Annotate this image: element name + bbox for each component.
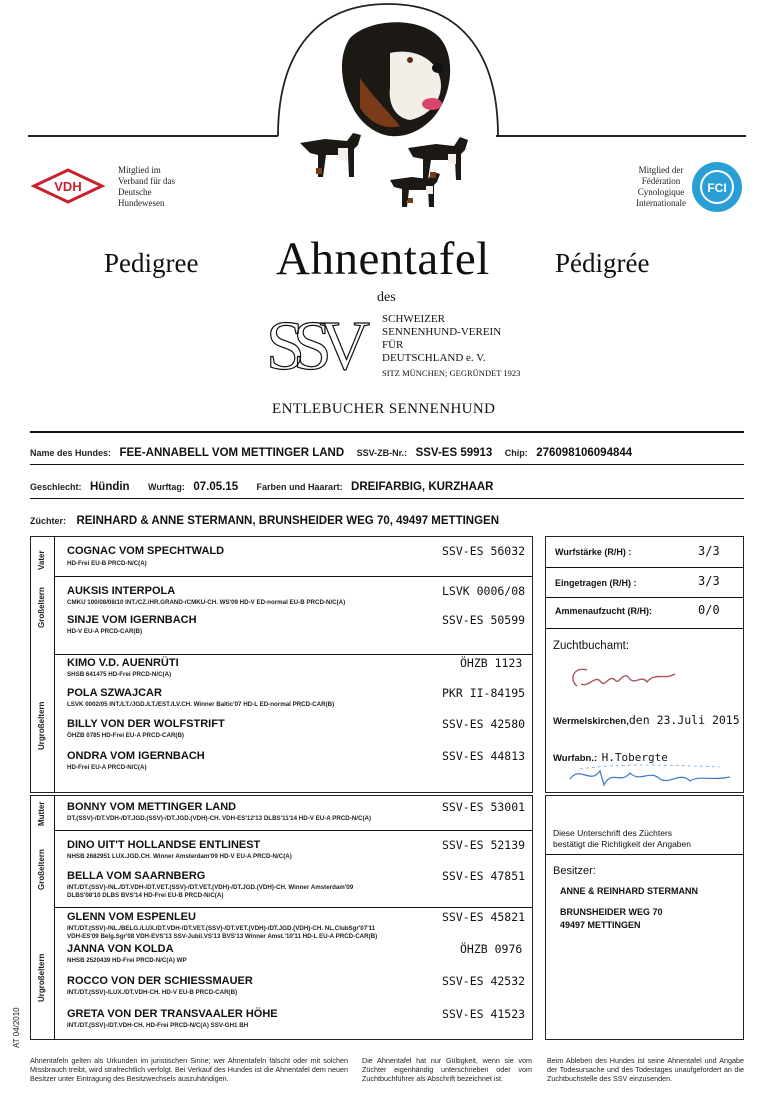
ancestor-details: SHSB 641475 HD-Frei PRCD-N/C(A): [67, 671, 172, 678]
fci-line: Internationale: [636, 198, 686, 208]
fci-logo: [690, 160, 744, 214]
dog-illustration: [290, 8, 480, 218]
fci-line: Cynologique: [637, 187, 685, 197]
sex-label: Geschlecht:: [30, 482, 82, 492]
sep: [54, 654, 533, 655]
club-line: FÜR: [382, 339, 404, 351]
vdh-line: Mitglied im: [118, 165, 161, 175]
divider-top: [30, 431, 744, 433]
breed-name: ENTLEBUCHER SENNENHUND: [272, 401, 496, 417]
color-value: DREIFARBIG, KURZHAAR: [351, 481, 494, 493]
note-line: Diese Unterschrift des Züchters: [553, 828, 673, 838]
ancestor-name: JANNA VON KOLDA: [67, 943, 174, 955]
warden-name: H.Tobergte: [601, 751, 668, 764]
title-ahnentafel: Ahnentafel: [276, 233, 490, 285]
side-label-urgrosseltern: Urgroßeltern: [37, 701, 46, 750]
title-pedigree-en: Pedigree: [104, 248, 199, 278]
ssv-logo: [262, 305, 374, 379]
ancestor-reg: SSV-ES 47851: [442, 869, 526, 883]
club-line: DEUTSCHLAND e. V.: [382, 352, 486, 364]
zb-label: SSV-ZB-Nr.:: [356, 448, 408, 458]
ancestor-name: GLENN VOM ESPENLEU: [67, 911, 196, 923]
title-pedigree-fr: Pédigrée: [555, 248, 650, 278]
ancestor-details: HD-Frei EU-B PRCD-N/C(A): [67, 560, 147, 567]
vdh-line: Hundewesen: [118, 198, 165, 208]
ancestor-details: NHSB 2682951 LUX.JGD.CH. Winner Amsterdam'09 HD-V EU-A PRCD-N/C(A): [67, 853, 292, 860]
footer-validity-note: Die Ahnentafel hat nur Gültigkeit, wenn sie vom Züchter eigenhändig unterschrieben oder vom Zuchtbuchführer als Abschrift bezeichnet ist.: [362, 1056, 532, 1083]
ancestor-reg: SSV-ES 50599: [442, 613, 526, 627]
whelped-label: Wurftag:: [148, 482, 185, 492]
ancestor-reg: SSV-ES 42580: [442, 717, 526, 731]
sep: [546, 567, 743, 568]
club-seat: SITZ MÜNCHEN; GEGRÜNDET 1923: [382, 368, 521, 378]
studbook-office-label: Zuchtbuchamt:: [553, 640, 630, 652]
sex-value: Hündin: [89, 481, 130, 493]
ancestor-name: KIMO V.D. AUENRÜTI: [67, 657, 179, 669]
fci-line: Fédération: [641, 176, 681, 186]
ancestor-name: DINO UIT'T HOLLANDSE ENTLINEST: [67, 839, 261, 851]
ancestor-details: CMKU 100/08/08/10 INT./CZ./HR.GRAND-/CMKU-CH. WS'09 HD-V ED-normal EU-B PRCD-N/C(A): [67, 599, 346, 606]
ancestor-name: GRETA VON DER TRANSVAALER HÖHE: [67, 1008, 278, 1020]
ancestor-reg: SSV-ES 44813: [442, 749, 526, 763]
ancestor-details: INT./DT.(SSV)-/NL./BELG./LUX./DT.VDH-/DT.VET.(SSV)-/DT.VET.(VDH)-/DT.JGD.(VDH)-CH. NL.ClubSgr'07'11: [67, 925, 376, 932]
ancestor-name: BELLA VOM SAARNBERG: [67, 870, 206, 882]
divider-info: [30, 498, 744, 499]
dog-name-row: [30, 443, 632, 461]
ancestor-reg: SSV-ES 45821: [442, 910, 526, 924]
sep: [546, 597, 743, 598]
ancestor-details: HD-Frei EU-A PRCD-N/C(A): [67, 764, 147, 771]
side-label-vater: Vater: [37, 550, 46, 570]
side-label-grosseltern: Großeltern: [37, 587, 46, 628]
owner-name: ANNE & REINHARD STERMANN: [560, 886, 699, 896]
ancestor-details: DLBS'08'10 DLBS BVS'14 HD-Frei EU-B PRCD-N/C(A): [67, 892, 224, 899]
ancestor-name: BILLY VON DER WOLFSTRIFT: [67, 718, 225, 730]
note-line: bestätigt die Richtigkeit der Angaben: [553, 838, 691, 849]
ancestor-name: BONNY VOM METTINGER LAND: [67, 801, 237, 813]
sep: [546, 854, 743, 855]
ssv-logo-text: SSV: [266, 308, 370, 379]
ancestor-details: LSVK 0002/05 INT./LT./JGD./LT./EST./LV.CH. Winner Baltic'07 HD-L ED-normal PRCD-CAR(B): [67, 701, 335, 708]
sep-vertical: [54, 537, 55, 792]
sep-vertical: [54, 796, 55, 1039]
fci-membership-text: [622, 165, 700, 209]
office-signature: [565, 660, 695, 700]
dog-name: FEE-ANNABELL VOM METTINGER LAND: [119, 447, 345, 459]
owner-label: Besitzer:: [553, 865, 596, 877]
sep: [54, 907, 533, 908]
ancestor-reg: SSV-ES 56032: [442, 544, 526, 558]
ancestor-details: NHSB 2520439 HD-Frei PRCD-N/C(A) WP: [67, 957, 187, 964]
breeder-label: Züchter:: [30, 516, 66, 526]
chip-number: 276098106094844: [536, 447, 633, 459]
ancestor-details: INT./DT.(SSV)-/LUX./DT.VDH-CH. HD-V EU-B PRCD-CAR(B): [67, 989, 238, 996]
vdh-logo: [30, 167, 106, 205]
fci-logo-text: FCI: [707, 181, 727, 195]
ancestor-name: ONDRA VOM IGERNBACH: [67, 750, 205, 762]
nurse-value: 0/0: [698, 603, 720, 617]
sep: [54, 830, 533, 831]
signature-place-date: [553, 711, 740, 729]
owner-street: BRUNSHEIDER WEG 70: [560, 907, 663, 917]
vdh-line: Verband für das: [118, 176, 175, 186]
ancestor-name: COGNAC VOM SPECHTWALD: [67, 545, 225, 557]
signature-date: den 23.Juli 2015: [628, 713, 740, 727]
vdh-logo-text: VDH: [54, 179, 82, 194]
litter-size-value: 3/3: [698, 544, 720, 558]
form-number: AT 04/2010: [12, 1007, 21, 1048]
club-line: SCHWEIZER: [382, 313, 445, 325]
ancestor-reg: LSVK 0006/08: [442, 584, 526, 598]
vdh-membership-text: [118, 165, 175, 209]
ancestor-details: DT.(SSV)-/DT.VDH-/DT.JGD.(SSV)-/DT.JGD.(VDH)-CH. VDH-ES'12'13 DLBS'11'14 HD-V EU-A PRCD-N/C(A): [67, 815, 372, 822]
ancestor-name: POLA SZWAJCAR: [67, 687, 162, 699]
divider-name: [30, 464, 744, 465]
ancestor-reg: PKR II-84195: [442, 686, 526, 700]
owner-city: 49497 METTINGEN: [560, 920, 641, 930]
vdh-line: Deutsche: [118, 187, 152, 197]
breeder-value: REINHARD & ANNE STERMANN, BRUNSHEIDER WEG 70, 49497 METTINGEN: [76, 515, 500, 527]
club-name: [382, 313, 520, 380]
header-line-left: [28, 135, 278, 137]
registered-label: Eingetragen (R/H) :: [555, 578, 637, 588]
breeder-row: [30, 511, 499, 529]
des-text: des: [377, 290, 396, 305]
ancestor-reg: SSV-ES 53001: [442, 800, 526, 814]
color-label: Farben und Haarart:: [256, 482, 343, 492]
sep: [546, 628, 743, 629]
ancestor-details: VDH-ES'09 Belg.Sgr'08 VDH-EVS'13 SSV-Jubil.VS'13 BVS'13 Winner Amst.'10'11 HD-L EU-A PRCD-CAR(B): [67, 933, 378, 940]
ancestor-reg: ÖHZB 0976: [460, 942, 523, 956]
ancestor-reg: SSV-ES 52139: [442, 838, 526, 852]
nurse-label: Ammenaufzucht (R/H):: [555, 606, 652, 616]
footer-death-note: Beim Ableben des Hundes ist seine Ahnentafel und Angabe der Todesursache und des Todestages unaufgefordert an die Zuchtbuchstelle des SSV einzusenden.: [547, 1056, 744, 1083]
ancestor-details: HD-V EU-A PRCD-CAR(B): [67, 628, 143, 635]
ancestor-reg: ÖHZB 1123: [460, 656, 523, 670]
chip-label: Chip:: [504, 448, 528, 458]
club-line: SENNENHUND-VEREIN: [382, 326, 502, 338]
whelped-value: 07.05.15: [193, 481, 239, 493]
ancestor-details: ÖHZB 0785 HD-Frei EU-A PRCD-CAR(B): [67, 732, 184, 739]
registered-value: 3/3: [698, 574, 720, 588]
ancestor-name: SINJE VOM IGERNBACH: [67, 614, 197, 626]
breeder-signature: [560, 755, 740, 795]
footer-legal-note: Ahnentafeln gelten als Urkunden im juristischen Sinne; wer Ahnentafeln fälscht oder mit solchen Missbrauch treibt, wird strafrechtlich verfolgt. Bei Verkauf des Hundes ist die Ahnentafel dem neuen Besitzer unter Eintragung des Besitzwechsels auszuhändigen.: [30, 1056, 348, 1083]
ancestor-details: INT./DT.(SSV)-/DT.VDH-CH. HD-Frei PRCD-N/C(A) SSV-GH1 BH: [67, 1022, 249, 1029]
ancestor-name: ROCCO VON DER SCHIESSMAUER: [67, 975, 253, 987]
fci-line: Mitglied der: [638, 165, 684, 175]
sep: [54, 576, 533, 577]
side-label-grosseltern: Großeltern: [37, 849, 46, 890]
warden-label: Wurfabn.:: [553, 753, 598, 764]
ancestor-reg: SSV-ES 42532: [442, 974, 526, 988]
dog-info-row: [30, 477, 494, 495]
dog-name-label: Name des Hundes:: [30, 448, 112, 458]
ancestor-name: AUKSIS INTERPOLA: [67, 585, 176, 597]
breeder-signature-note: [553, 828, 691, 849]
litter-size-label: Wurfstärke (R/H) :: [555, 547, 632, 557]
ancestor-reg: SSV-ES 41523: [442, 1007, 526, 1021]
ancestor-details: INT./DT.(SSV)-/NL./DT.VDH-/DT.VET.(SSV)-/DT.VET.(VDH)-/DT.JGD.(VDH)-CH. Winner Amsterdam'09: [67, 884, 354, 891]
side-label-urgrosseltern: Urgroßeltern: [37, 953, 46, 1002]
zb-number: SSV-ES 59913: [415, 447, 493, 459]
side-label-mutter: Mutter: [37, 801, 46, 826]
place-label: Wermelskirchen,: [553, 716, 629, 727]
header-line-right: [496, 135, 746, 137]
